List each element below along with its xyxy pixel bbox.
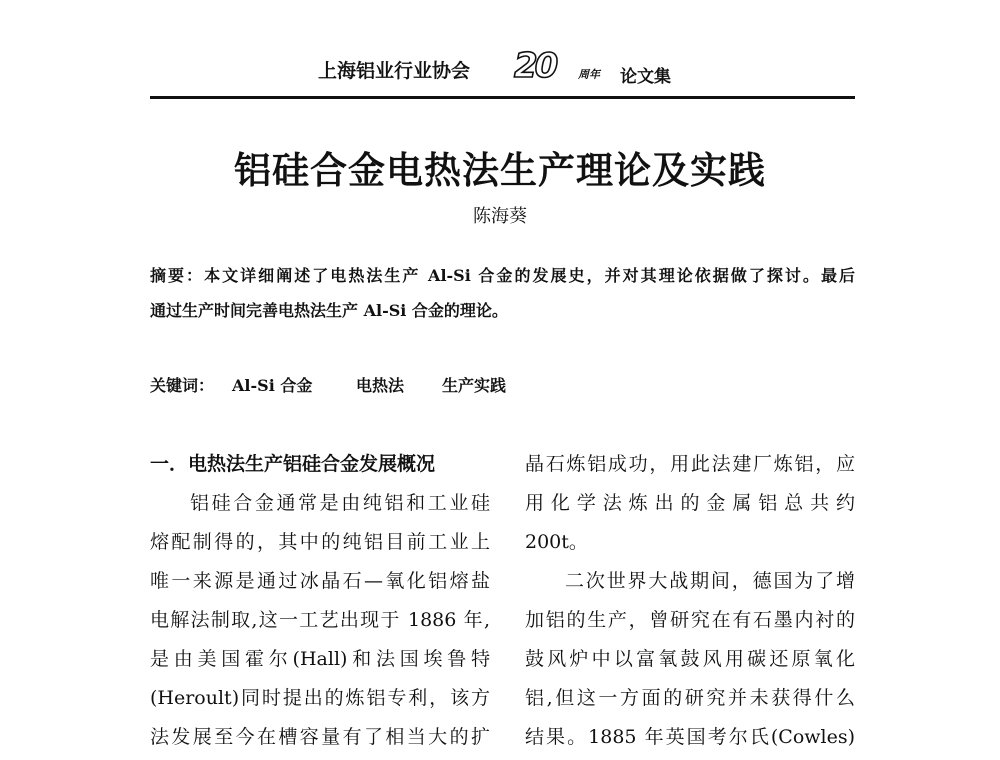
abstract-line: 通过生产时间完善电热法生产 Al-Si 合金的理论。 — [150, 301, 508, 320]
body-line: (Heroult)同时提出的炼铝专利，该方 — [150, 687, 490, 709]
journal-header: 上海铝业行业协会 — [318, 60, 471, 82]
body-line: 是由美国霍尔(Hall)和法国埃鲁特 — [150, 648, 490, 670]
header-rule — [150, 96, 855, 99]
body-line: 电解法制取,这一工艺出现于 1886 年, — [150, 609, 490, 631]
keyword: Al-Si 合金 — [232, 376, 313, 395]
body-line: 加铝的生产，曾研究在有石墨内衬的 — [525, 609, 855, 631]
abstract-line: 摘要：本文详细阐述了电热法生产 Al-Si 合金的发展史，并对其理论依据做了探讨。最后 — [150, 266, 855, 285]
section-heading: 一．电热法生产铝硅合金发展概况 — [150, 453, 436, 475]
author: 陈海葵 — [473, 206, 527, 227]
body-line: 二次世界大战期间，德国为了增 — [565, 570, 855, 592]
body-line: 熔配制得的，其中的纯铝目前工业上 — [150, 531, 490, 553]
body-line: 200t。 — [525, 531, 588, 553]
body-line: 法发展至今在槽容量有了相当大的扩 — [150, 726, 490, 748]
collection-label: 论文集 — [620, 67, 671, 87]
keywords-label: 关键词： — [150, 376, 215, 395]
body-line: 晶石炼铝成功，用此法建厂炼铝，应 — [525, 453, 855, 475]
body-line: 铝,但这一方面的研究并未获得什么 — [525, 687, 855, 709]
keyword: 电热法 — [356, 376, 405, 395]
anniversary-suffix: 周年 — [578, 68, 600, 81]
body-line: 唯一来源是通过冰晶石—氧化铝熔盐 — [150, 570, 490, 592]
paper-title: 铝硅合金电热法生产理论及实践 — [234, 148, 766, 192]
anniversary-logo: 20 — [514, 46, 556, 86]
body-line: 鼓风炉中以富氧鼓风用碳还原氧化 — [525, 648, 855, 670]
body-line: 用化学法炼出的金属铝总共约 — [525, 492, 855, 514]
keyword: 生产实践 — [442, 376, 507, 395]
body-line: 铝硅合金通常是由纯铝和工业硅 — [190, 492, 490, 514]
body-line: 结果。1885 年英国考尔氏(Cowles) — [525, 726, 855, 748]
